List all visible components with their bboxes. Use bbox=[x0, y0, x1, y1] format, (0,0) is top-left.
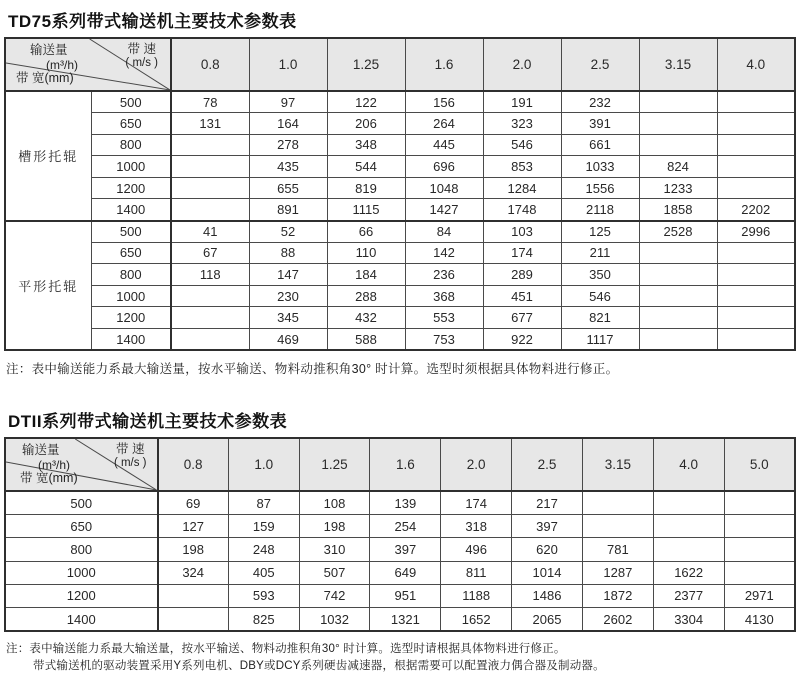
capacity-value-cell: 159 bbox=[228, 514, 299, 537]
capacity-value-cell bbox=[639, 113, 717, 135]
speed-header-cell: 0.8 bbox=[158, 438, 229, 491]
table-row bbox=[5, 134, 795, 156]
capacity-value-cell: 951 bbox=[370, 584, 441, 607]
capacity-value-cell: 1652 bbox=[441, 608, 512, 631]
capacity-value-cell: 891 bbox=[249, 199, 327, 221]
capacity-value-cell: 2065 bbox=[512, 608, 583, 631]
belt-width-cell: 1400 bbox=[5, 608, 158, 631]
capacity-value-cell: 278 bbox=[249, 134, 327, 156]
capacity-value-cell bbox=[717, 264, 795, 286]
capacity-value-cell: 78 bbox=[171, 91, 249, 113]
capacity-value-cell bbox=[717, 177, 795, 199]
diagonal-header-cell bbox=[5, 38, 171, 91]
capacity-value-cell: 593 bbox=[228, 584, 299, 607]
capacity-value-cell: 1117 bbox=[561, 329, 639, 351]
speed-label-text: 带 速 bbox=[115, 442, 145, 457]
capacity-value-cell: 544 bbox=[327, 156, 405, 178]
speed-header-cell: 0.8 bbox=[171, 38, 249, 91]
capacity-value-cell: 288 bbox=[327, 285, 405, 307]
capacity-value-cell bbox=[717, 242, 795, 264]
capacity-value-cell: 41 bbox=[171, 221, 249, 243]
capacity-value-cell: 350 bbox=[561, 264, 639, 286]
capacity-value-cell: 318 bbox=[441, 514, 512, 537]
belt-width-cell: 650 bbox=[91, 113, 171, 135]
capacity-value-cell: 2971 bbox=[724, 584, 795, 607]
td75-parameter-table bbox=[4, 37, 796, 351]
table-row bbox=[5, 177, 795, 199]
table-row bbox=[5, 91, 795, 113]
capacity-value-cell: 248 bbox=[228, 538, 299, 561]
capacity-value-cell: 1188 bbox=[441, 584, 512, 607]
capacity-value-cell: 507 bbox=[299, 561, 370, 584]
capacity-value-cell bbox=[171, 134, 249, 156]
capacity-value-cell: 1032 bbox=[299, 608, 370, 631]
table-row bbox=[5, 199, 795, 221]
capacity-value-cell bbox=[171, 307, 249, 329]
table-row bbox=[5, 584, 795, 607]
capacity-value-cell: 1284 bbox=[483, 177, 561, 199]
capacity-value-cell: 397 bbox=[512, 514, 583, 537]
capacity-value-cell: 1427 bbox=[405, 199, 483, 221]
speed-header-cell: 2.0 bbox=[483, 38, 561, 91]
speed-header-cell: 1.25 bbox=[299, 438, 370, 491]
capacity-value-cell: 553 bbox=[405, 307, 483, 329]
capacity-value-cell: 139 bbox=[370, 491, 441, 514]
belt-width-cell: 800 bbox=[91, 134, 171, 156]
note-line-2: 带式输送机的驱动装置采用Y系列电机、DBY或DCY系列硬齿减速器，根据需要可以配置液力偶合器及制动器。 bbox=[33, 659, 605, 672]
capacity-value-cell: 191 bbox=[483, 91, 561, 113]
capacity-value-cell: 1033 bbox=[561, 156, 639, 178]
speed-header-cell: 2.0 bbox=[441, 438, 512, 491]
table-row bbox=[5, 285, 795, 307]
capacity-value-cell: 164 bbox=[249, 113, 327, 135]
capacity-value-cell: 289 bbox=[483, 264, 561, 286]
speed-header-cell: 5.0 bbox=[724, 438, 795, 491]
belt-width-cell: 1000 bbox=[91, 156, 171, 178]
belt-width-cell: 1000 bbox=[5, 561, 158, 584]
speed-header-cell: 1.6 bbox=[370, 438, 441, 491]
belt-width-cell: 1400 bbox=[91, 199, 171, 221]
belt-width-cell: 1200 bbox=[91, 307, 171, 329]
speed-header-cell: 4.0 bbox=[653, 438, 724, 491]
belt-width-cell: 1400 bbox=[91, 329, 171, 351]
capacity-value-cell: 84 bbox=[405, 221, 483, 243]
capacity-value-cell bbox=[639, 134, 717, 156]
table-row bbox=[5, 514, 795, 537]
capacity-value-cell bbox=[639, 307, 717, 329]
table-row bbox=[5, 113, 795, 135]
belt-width-cell: 500 bbox=[91, 221, 171, 243]
capacity-value-cell bbox=[639, 242, 717, 264]
capacity-value-cell bbox=[717, 329, 795, 351]
capacity-value-cell: 125 bbox=[561, 221, 639, 243]
td75-table-title: TD75系列带式输送机主要技术参数表 bbox=[8, 12, 297, 31]
capacity-value-cell: 348 bbox=[327, 134, 405, 156]
capacity-value-cell: 324 bbox=[158, 561, 229, 584]
capacity-value-cell: 103 bbox=[483, 221, 561, 243]
capacity-value-cell: 1486 bbox=[512, 584, 583, 607]
capacity-value-cell: 2377 bbox=[653, 584, 724, 607]
capacity-value-cell: 323 bbox=[483, 113, 561, 135]
capacity-value-cell bbox=[158, 584, 229, 607]
speed-header-cell: 3.15 bbox=[639, 38, 717, 91]
capacity-value-cell: 198 bbox=[158, 538, 229, 561]
belt-width-cell: 1200 bbox=[5, 584, 158, 607]
capacity-value-cell: 232 bbox=[561, 91, 639, 113]
capacity-value-cell: 368 bbox=[405, 285, 483, 307]
capacity-value-cell: 211 bbox=[561, 242, 639, 264]
belt-width-cell: 800 bbox=[91, 264, 171, 286]
capacity-value-cell: 469 bbox=[249, 329, 327, 351]
capacity-value-cell bbox=[717, 307, 795, 329]
speed-header-cell: 1.6 bbox=[405, 38, 483, 91]
capacity-value-cell: 435 bbox=[249, 156, 327, 178]
capacity-value-cell bbox=[653, 491, 724, 514]
belt-width-cell: 1000 bbox=[91, 285, 171, 307]
header-row bbox=[5, 438, 795, 491]
capacity-value-cell: 236 bbox=[405, 264, 483, 286]
table-row bbox=[5, 329, 795, 351]
capacity-value-cell bbox=[171, 329, 249, 351]
capacity-value-cell bbox=[582, 514, 653, 537]
capacity-value-cell: 345 bbox=[249, 307, 327, 329]
capacity-value-cell: 122 bbox=[327, 91, 405, 113]
capacity-value-cell: 174 bbox=[441, 491, 512, 514]
capacity-value-cell: 1233 bbox=[639, 177, 717, 199]
capacity-value-cell bbox=[653, 538, 724, 561]
capacity-value-cell: 677 bbox=[483, 307, 561, 329]
table-row bbox=[5, 538, 795, 561]
capacity-value-cell: 2118 bbox=[561, 199, 639, 221]
table-row bbox=[5, 307, 795, 329]
capacity-value-cell: 821 bbox=[561, 307, 639, 329]
capacity-value-cell: 174 bbox=[483, 242, 561, 264]
capacity-value-cell: 819 bbox=[327, 177, 405, 199]
capacity-value-cell bbox=[639, 264, 717, 286]
capacity-value-cell: 131 bbox=[171, 113, 249, 135]
capacity-value-cell: 1556 bbox=[561, 177, 639, 199]
capacity-value-cell: 67 bbox=[171, 242, 249, 264]
capacity-value-cell bbox=[717, 156, 795, 178]
capacity-value-cell: 108 bbox=[299, 491, 370, 514]
dtii-table-notes bbox=[6, 641, 796, 675]
capacity-value-cell: 127 bbox=[158, 514, 229, 537]
capacity-value-cell bbox=[717, 91, 795, 113]
capacity-value-cell: 2202 bbox=[717, 199, 795, 221]
capacity-value-cell bbox=[724, 538, 795, 561]
capacity-label-text: 输送量 bbox=[22, 443, 60, 458]
capacity-value-cell: 2528 bbox=[639, 221, 717, 243]
table-row bbox=[5, 156, 795, 178]
capacity-value-cell: 496 bbox=[441, 538, 512, 561]
header-row bbox=[5, 38, 795, 91]
capacity-value-cell: 66 bbox=[327, 221, 405, 243]
speed-header-cell: 1.0 bbox=[249, 38, 327, 91]
capacity-value-cell bbox=[717, 285, 795, 307]
table-row bbox=[5, 561, 795, 584]
capacity-value-cell: 1858 bbox=[639, 199, 717, 221]
capacity-value-cell: 206 bbox=[327, 113, 405, 135]
speed-header-cell: 1.25 bbox=[327, 38, 405, 91]
capacity-header-label bbox=[22, 443, 70, 472]
capacity-value-cell: 546 bbox=[483, 134, 561, 156]
capacity-value-cell: 52 bbox=[249, 221, 327, 243]
belt-width-cell: 650 bbox=[5, 514, 158, 537]
speed-header-cell: 2.5 bbox=[561, 38, 639, 91]
capacity-value-cell: 588 bbox=[327, 329, 405, 351]
capacity-value-cell: 3304 bbox=[653, 608, 724, 631]
capacity-value-cell bbox=[717, 113, 795, 135]
diagonal-header-cell bbox=[5, 438, 158, 491]
capacity-value-cell: 310 bbox=[299, 538, 370, 561]
capacity-value-cell bbox=[724, 491, 795, 514]
belt-width-cell: 800 bbox=[5, 538, 158, 561]
capacity-value-cell: 661 bbox=[561, 134, 639, 156]
capacity-value-cell: 4130 bbox=[724, 608, 795, 631]
capacity-value-cell: 254 bbox=[370, 514, 441, 537]
capacity-value-cell: 742 bbox=[299, 584, 370, 607]
capacity-value-cell: 405 bbox=[228, 561, 299, 584]
idler-type-label: 平形托辊 bbox=[5, 221, 91, 351]
belt-width-header-label: 带 宽(mm) bbox=[20, 471, 78, 486]
capacity-value-cell: 1321 bbox=[370, 608, 441, 631]
capacity-value-cell: 620 bbox=[512, 538, 583, 561]
table-row bbox=[5, 491, 795, 514]
capacity-value-cell: 825 bbox=[228, 608, 299, 631]
capacity-value-cell: 118 bbox=[171, 264, 249, 286]
table-row bbox=[5, 221, 795, 243]
capacity-unit-text: (m³/h) bbox=[38, 458, 70, 473]
capacity-value-cell: 2996 bbox=[717, 221, 795, 243]
capacity-value-cell bbox=[724, 514, 795, 537]
capacity-value-cell: 1287 bbox=[582, 561, 653, 584]
capacity-value-cell: 451 bbox=[483, 285, 561, 307]
table-row bbox=[5, 264, 795, 286]
capacity-value-cell: 445 bbox=[405, 134, 483, 156]
table-row bbox=[5, 242, 795, 264]
capacity-value-cell bbox=[639, 285, 717, 307]
capacity-value-cell: 69 bbox=[158, 491, 229, 514]
capacity-value-cell: 264 bbox=[405, 113, 483, 135]
capacity-value-cell: 655 bbox=[249, 177, 327, 199]
capacity-value-cell: 1048 bbox=[405, 177, 483, 199]
speed-unit-text: ( m/s ) bbox=[113, 457, 147, 470]
capacity-value-cell: 110 bbox=[327, 242, 405, 264]
speed-header-label bbox=[114, 442, 147, 471]
capacity-header-label bbox=[30, 43, 78, 72]
idler-type-label: 槽形托辊 bbox=[5, 91, 91, 221]
capacity-value-cell bbox=[158, 608, 229, 631]
capacity-value-cell bbox=[171, 177, 249, 199]
belt-width-header-label: 带 宽(mm) bbox=[16, 71, 74, 85]
capacity-value-cell: 1748 bbox=[483, 199, 561, 221]
capacity-value-cell: 97 bbox=[249, 91, 327, 113]
capacity-value-cell: 811 bbox=[441, 561, 512, 584]
capacity-label-text: 输送量 bbox=[30, 43, 68, 57]
capacity-value-cell: 781 bbox=[582, 538, 653, 561]
capacity-value-cell: 230 bbox=[249, 285, 327, 307]
capacity-value-cell: 184 bbox=[327, 264, 405, 286]
capacity-value-cell: 1014 bbox=[512, 561, 583, 584]
capacity-value-cell bbox=[171, 285, 249, 307]
capacity-value-cell: 753 bbox=[405, 329, 483, 351]
capacity-value-cell: 432 bbox=[327, 307, 405, 329]
speed-header-cell: 1.0 bbox=[228, 438, 299, 491]
capacity-value-cell: 1872 bbox=[582, 584, 653, 607]
capacity-value-cell bbox=[724, 561, 795, 584]
dtii-table-title: DTII系列带式输送机主要技术参数表 bbox=[8, 412, 288, 432]
capacity-value-cell: 696 bbox=[405, 156, 483, 178]
capacity-value-cell: 391 bbox=[561, 113, 639, 135]
capacity-value-cell: 156 bbox=[405, 91, 483, 113]
speed-header-label bbox=[125, 42, 158, 71]
capacity-value-cell: 649 bbox=[370, 561, 441, 584]
note-line-1: 注：表中输送能力系最大输送量，按水平输送、物料动推积角30° 时计算。选型时请根据具体物料进行修正。 bbox=[6, 642, 566, 655]
speed-label-text: 带 速 bbox=[127, 42, 156, 56]
capacity-value-cell: 546 bbox=[561, 285, 639, 307]
capacity-value-cell bbox=[582, 491, 653, 514]
capacity-value-cell: 217 bbox=[512, 491, 583, 514]
speed-header-cell: 4.0 bbox=[717, 38, 795, 91]
speed-unit-text: ( m/s ) bbox=[125, 57, 158, 69]
capacity-value-cell: 853 bbox=[483, 156, 561, 178]
capacity-value-cell: 824 bbox=[639, 156, 717, 178]
td75-table-note: 注：表中输送能力系最大输送量，按水平输送、物料动推积角30° 时计算。选型时须根据具体物料进行修正。 bbox=[6, 362, 619, 377]
capacity-value-cell bbox=[653, 514, 724, 537]
capacity-value-cell bbox=[639, 91, 717, 113]
table-row bbox=[5, 608, 795, 631]
capacity-value-cell bbox=[171, 199, 249, 221]
belt-width-cell: 1200 bbox=[91, 177, 171, 199]
capacity-value-cell: 87 bbox=[228, 491, 299, 514]
capacity-value-cell: 1622 bbox=[653, 561, 724, 584]
speed-header-cell: 2.5 bbox=[512, 438, 583, 491]
capacity-value-cell: 147 bbox=[249, 264, 327, 286]
dtii-parameter-table bbox=[4, 437, 796, 632]
capacity-value-cell: 88 bbox=[249, 242, 327, 264]
belt-width-cell: 500 bbox=[5, 491, 158, 514]
capacity-value-cell bbox=[717, 134, 795, 156]
belt-width-cell: 500 bbox=[91, 91, 171, 113]
capacity-value-cell: 922 bbox=[483, 329, 561, 351]
capacity-value-cell bbox=[639, 329, 717, 351]
speed-header-cell: 3.15 bbox=[582, 438, 653, 491]
capacity-value-cell: 198 bbox=[299, 514, 370, 537]
capacity-value-cell: 142 bbox=[405, 242, 483, 264]
capacity-value-cell bbox=[171, 156, 249, 178]
belt-width-cell: 650 bbox=[91, 242, 171, 264]
capacity-value-cell: 397 bbox=[370, 538, 441, 561]
capacity-value-cell: 2602 bbox=[582, 608, 653, 631]
capacity-unit-text: (m³/h) bbox=[46, 58, 78, 72]
capacity-value-cell: 1115 bbox=[327, 199, 405, 221]
